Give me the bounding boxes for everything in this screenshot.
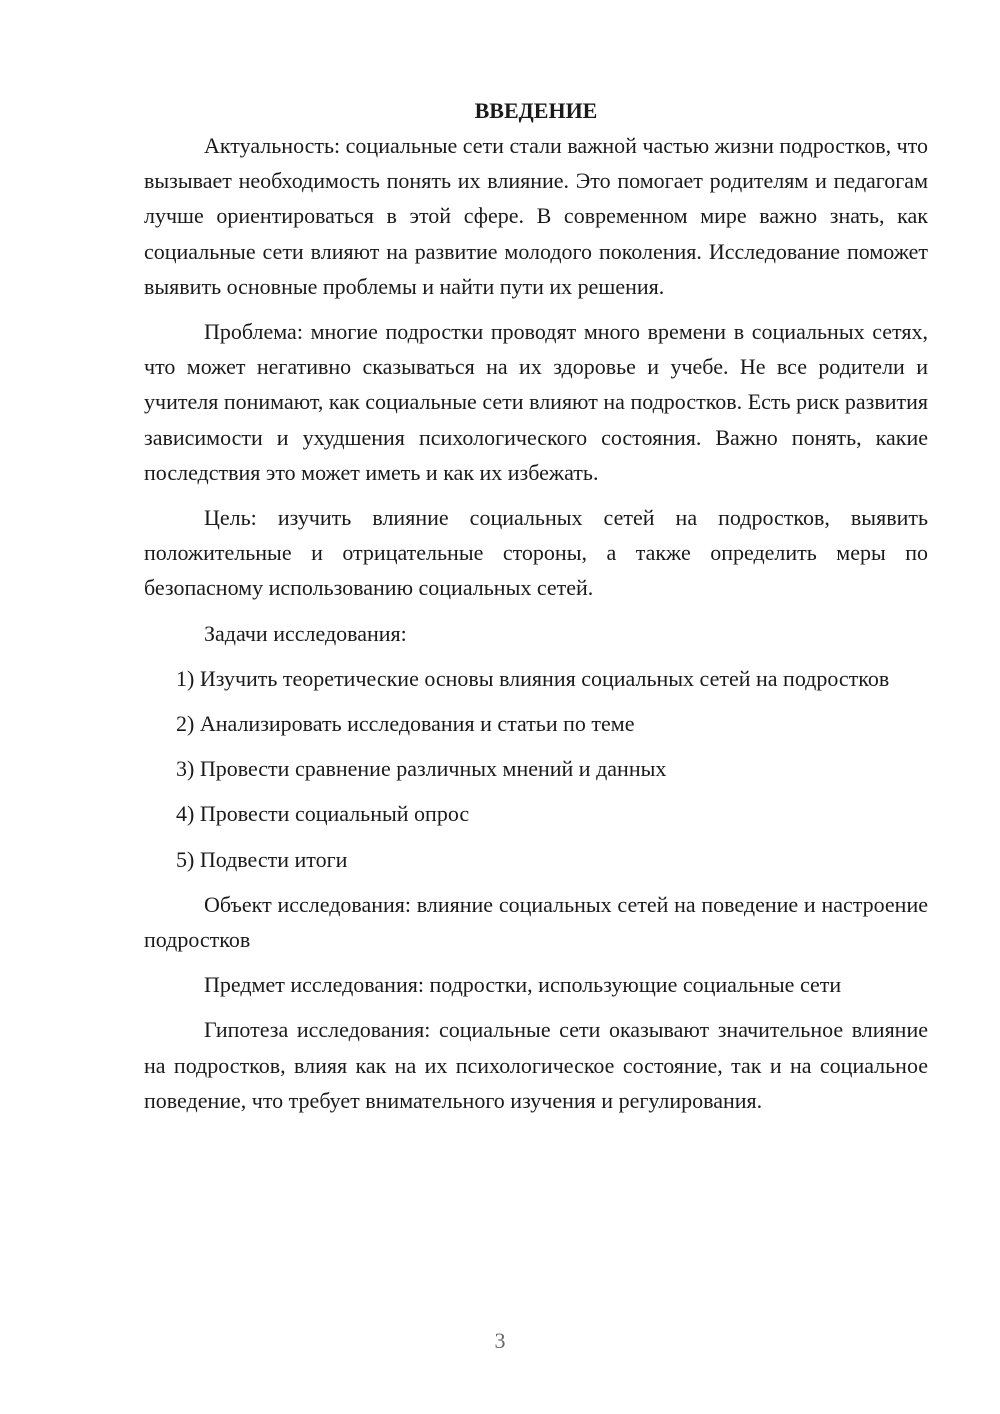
- task-item-3: 3) Провести сравнение различных мнений и данных: [176, 756, 667, 782]
- paragraph-problem: Проблема: многие подростки проводят много времени в социальных сетях, что может негативно сказываться на их здоровье и учебе. Не все родители и учителя понимают, как социальные сети влияют на подростков. Есть риск развития зависимости и ухудшения психологического состояния. Важно понять, какие последствия это может иметь и как их избежать.: [144, 319, 928, 485]
- document-title: ВВЕДЕНИЕ: [474, 98, 598, 123]
- task-item-5: 5) Подвести итоги: [176, 846, 348, 872]
- page-number: 3: [494, 1328, 506, 1353]
- paragraph-goal: Цель: изучить влияние социальных сетей на подростков, выявить положительные и отрицательные стороны, а также определить меры по безопасному использованию социальных сетей.: [144, 505, 928, 601]
- paragraph-object: Объект исследования: влияние социальных сетей на поведение и настроение подростков: [144, 891, 928, 953]
- task-item-4: 4) Провести социальный опрос: [176, 801, 470, 827]
- task-item-2: 2) Анализировать исследования и статьи по теме: [176, 711, 635, 737]
- paragraph-hypothesis: Гипотеза исследования: социальные сети оказывают значительное влияние на подростков, влияя как на их психологическое состояние, так и на социальное поведение, что требует внимательного изучения и регулирования.: [144, 1017, 928, 1113]
- tasks-heading: Задачи исследования:: [204, 620, 407, 646]
- document-page: [144, 93, 928, 1128]
- task-item-1: 1) Изучить теоретические основы влияния социальных сетей на подростков: [176, 665, 890, 691]
- paragraph-subject: Предмет исследования: подростки, использующие социальные сети: [204, 972, 842, 998]
- paragraph-relevance: Актуальность: социальные сети стали важной частью жизни подростков, что вызывает необходимость понять их влияние. Это помогает родителям и педагогам лучше ориентироваться в этой сфере. В современном мире важно знать, как социальные сети влияют на развитие молодого поколения. Исследование поможет выявить основные проблемы и найти пути их решения.: [144, 133, 928, 299]
